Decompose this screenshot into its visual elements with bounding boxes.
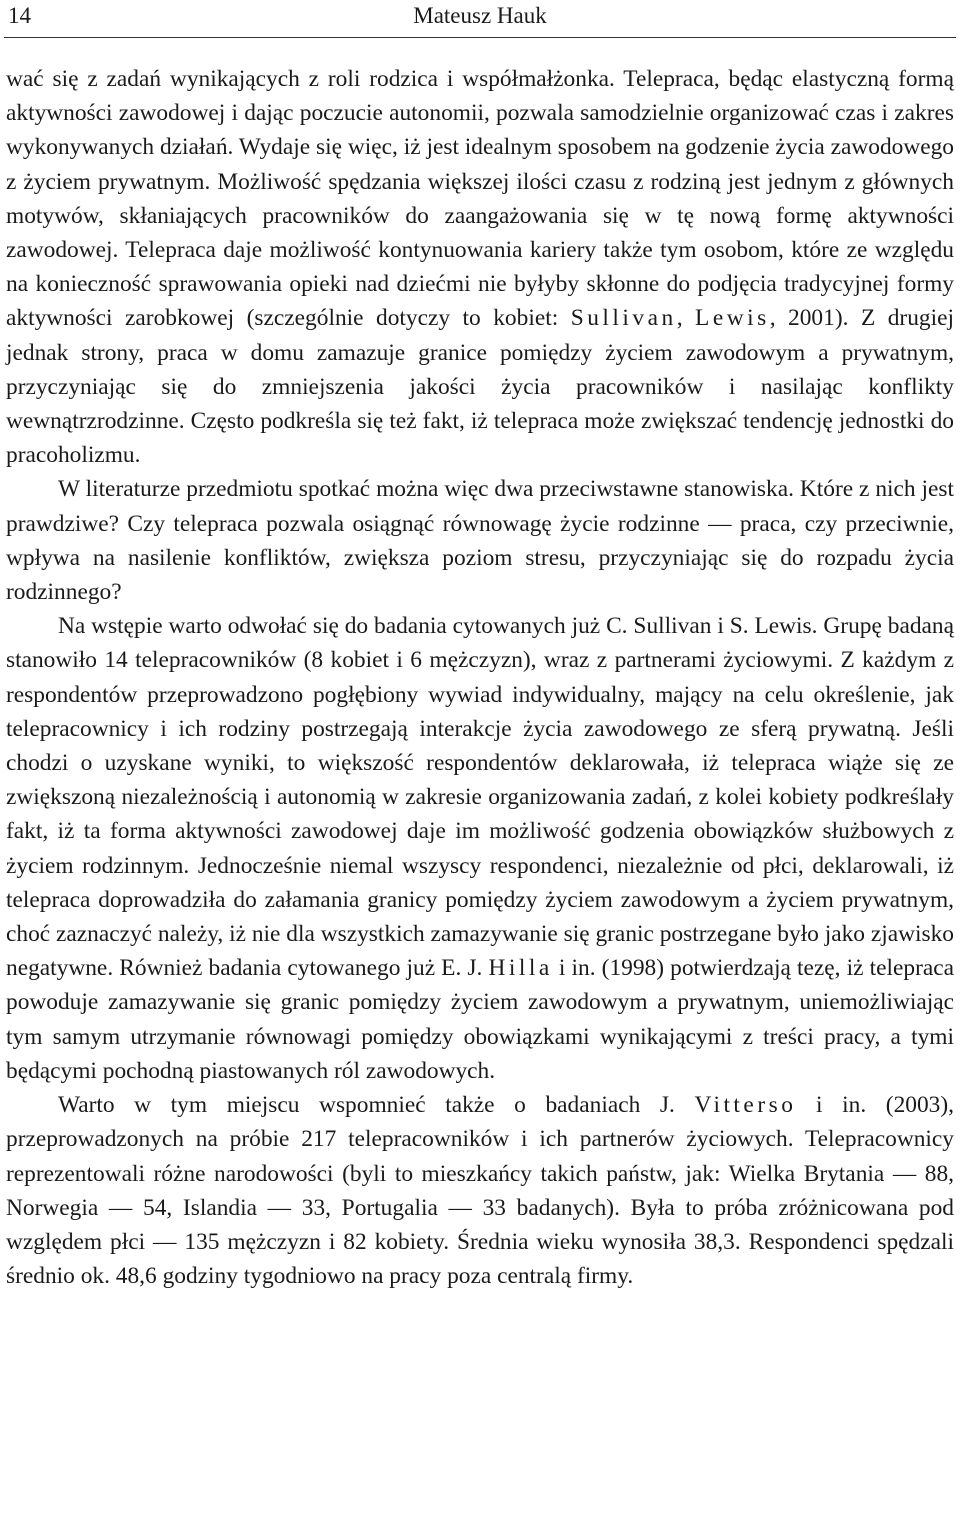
text-run: i in. (1998) potwierdzają tezę, iż telepraca powoduje zamazywanie się granic pomiędzy życiem zawodowym a prywatnym, uniemożliwiając tym samym utrzymanie równowagi pomiędzy obowiązkami wynikającymi z treści pracy, a tymi będącymi pochodną piastowanych ról zawodowych.	[6, 955, 955, 1084]
paragraph	[6, 609, 954, 1088]
spaced-author-name: Lewis	[695, 305, 770, 332]
page-number: 14	[8, 3, 31, 28]
text-run: , 2001). Z drugiej jednak strony, praca w domu zamazuje granice pomiędzy życiem zawodowym a prywatnym, przyczyniając się do zmniejszenia jakości życia pracowników i nasilając konflikty wewnątrzrodzinne. Często podkreśla się też fakt, iż telepraca może zwiększać tendencję jednostki do pracoholizmu.	[6, 305, 954, 469]
paragraph	[6, 62, 954, 472]
text-run: ,	[676, 305, 696, 332]
text-run: wać się z zadań wynikających z roli rodzica i współmałżonka. Telepraca, będąc elastyczną formą aktywności zawodowej i dając poczucie autonomii, pozwala samodzielnie organizować czas i zakres wykonywanych działań. Wydaje się więc, iż jest idealnym sposobem na godzenie życia zawodowego z życiem prywatnym. Możliwość spędzania większej ilości czasu z rodziną jest jednym z głównych motywów, skłaniających pracowników do zaangażowania się w tę nową formę aktywności zawodowej. Telepraca daje możliwość kontynuowania kariery także tym osobom, które ze względu na konieczność sprawowania opieki nad dziećmi nie byłyby skłonne do podjęcia tradycyjnej formy aktywności zarobkowej (szczególnie dotyczy to kobiet:	[6, 66, 954, 332]
text-run: Na wstępie warto odwołać się do badania cytowanych już C. Sullivan i S. Lewis. Grupę badaną stanowiło 14 telepracowników (8 kobiet i 6 mężczyzn), wraz z partnerami życiowymi. Z każdym z respondentów przeprowadzono pogłębiony wywiad indywidualny, mający na celu określenie, jak telepracownicy i ich rodziny postrzegają interakcje życia zawodowego ze sferą prywatną. Jeśli chodzi o uzyskane wyniki, to większość respondentów deklarowała, iż telepraca wiąże się ze zwiększoną niezależnością i autonomią w zakresie organizowania zadań, z kolei kobiety podkreślały fakt, iż ta forma aktywności zawodowej daje im możliwość godzenia obowiązków służbowych z życiem rodzinnym. Jednocześnie niemal wszyscy respondenci, niezależnie od płci, deklarowali, iż telepraca doprowadziła do załamania granicy pomiędzy życiem zawodowym a życiem prywatnym, choć zaznaczyć należy, iż nie dla wszystkich zamazywanie się granic postrzegane było jako zjawisko negatywne. Również badania cytowanego już E. J.	[6, 613, 954, 982]
text-run: W literaturze przedmiotu spotkać można więc dwa przeciwstawne stanowiska. Które z nich jest prawdziwe? Czy telepraca pozwala osiągnąć równowagę życie rodzinne — praca, czy przeciwnie, wpływa na nasilenie konfliktów, zwiększa poziom stresu, przyczyniając się do rozpadu życia rodzinnego?	[6, 476, 954, 606]
text-run: i in. (2003), przeprowadzonych na próbie 217 telepracowników i ich partnerów życiowych. Telepracownicy reprezentowali różne narodowości (byli to mieszkańcy takich państw, jak: Wielka Brytania — 88, Norwegia — 54, Islandia — 33, Portugalia — 33 badanych). Była to próba zróżnicowana pod względem płci — 135 mężczyzn i 82 kobiety. Średnia wieku wynosiła 38,3. Respondenci spędzali średnio ok. 48,6 godziny tygodniowo na pracy poza centralą firmy.	[6, 1092, 954, 1290]
paragraph	[6, 1088, 954, 1293]
spaced-author-name: Hilla	[488, 955, 553, 982]
page-header	[0, 0, 960, 38]
body-text	[6, 62, 954, 1293]
spaced-author-name: Vitterso	[694, 1092, 797, 1119]
running-head-author: Mateusz Hauk	[413, 3, 547, 28]
text-run: Warto w tym miejscu wspomnieć także o badaniach J.	[58, 1092, 695, 1119]
spaced-author-name: Sullivan	[570, 305, 677, 332]
header-divider	[4, 37, 956, 38]
paragraph	[6, 472, 954, 609]
